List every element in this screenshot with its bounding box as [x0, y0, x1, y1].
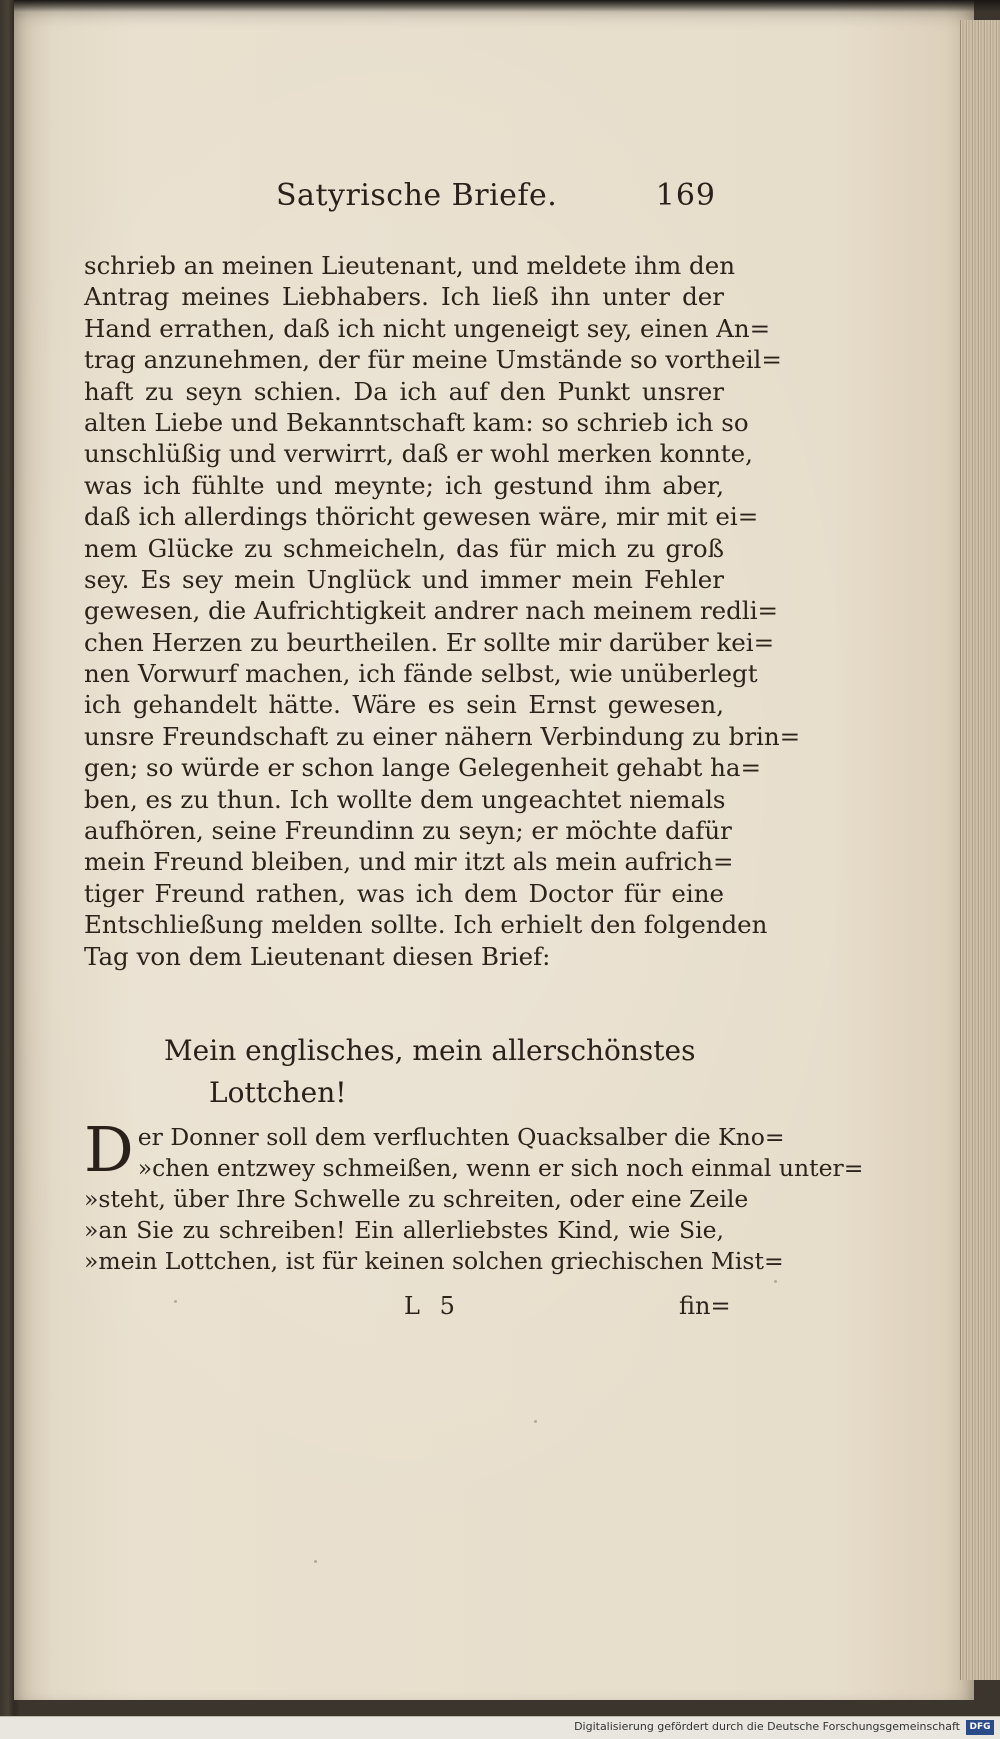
- text-line: Antrag meines Liebhabers. Ich ließ ihn unter der: [84, 282, 724, 312]
- running-title: Satyrische Briefe.: [276, 178, 558, 213]
- text-line: nen Vorwurf machen, ich fände selbst, wie unüberlegt: [84, 659, 758, 689]
- salutation-line: Mein englisches, mein allerschönstes: [164, 1034, 696, 1067]
- text-line: gewesen, die Aufrichtigkeit andrer nach meinem redli=: [84, 596, 779, 626]
- paper-speck: [174, 1300, 177, 1303]
- text-line: gen; so würde er schon lange Gelegenheit gehabt ha=: [84, 753, 762, 783]
- paper-page: [14, 0, 974, 1700]
- body-text: [84, 250, 801, 972]
- text-line: chen Herzen zu beurtheilen. Er sollte mir darüber kei=: [84, 627, 775, 657]
- page-header: [276, 178, 716, 222]
- text-line: alten Liebe und Bekanntschaft kam: so schrieb ich so: [84, 407, 749, 437]
- salutation-line: Lottchen!: [209, 1076, 347, 1109]
- text-line: Tag von dem Lieutenant diesen Brief:: [84, 941, 551, 971]
- letter-line: »mein Lottchen, ist für keinen solchen griechischen Mist=: [84, 1247, 784, 1275]
- letter-line: »chen entzwey schmeißen, wenn er sich noch einmal unter=: [137, 1154, 864, 1182]
- text-line: schrieb an meinen Lieutenant, und meldete ihm den: [84, 251, 735, 280]
- page-stack-edges: [960, 20, 1000, 1680]
- drop-cap: D: [84, 1113, 134, 1186]
- signature-mark: L 5: [404, 1292, 461, 1320]
- text-line: nem Glücke zu schmeicheln, das für mich zu groß: [84, 533, 724, 563]
- text-line: mein Freund bleiben, und mir itzt als mein aufrich=: [84, 847, 734, 877]
- footer-credit: Digitalisierung gefördert durch die Deutsche Forschungsgemeinschaft: [574, 1720, 960, 1733]
- catchword: fin=: [679, 1292, 731, 1320]
- text-line: aufhören, seine Freundinn zu seyn; er möchte dafür: [84, 816, 732, 846]
- dfg-logo: DFG: [966, 1720, 994, 1735]
- page-top-shadow: [14, 0, 1000, 12]
- text-line: tiger Freund rathen, was ich dem Doctor für eine: [84, 878, 724, 908]
- footer-bar: [0, 1716, 1000, 1739]
- paper-speck: [534, 1420, 537, 1423]
- text-line: was ich fühlte und meynte; ich gestund ihm aber,: [84, 470, 724, 500]
- letter-salutation: [164, 1030, 724, 1114]
- text-line: Entschließung melden sollte. Ich erhielt den folgenden: [84, 910, 768, 940]
- text-line: daß ich allerdings thöricht gewesen wäre, mir mit ei=: [84, 502, 759, 532]
- text-line: ben, es zu thun. Ich wollte dem ungeachtet niemals: [84, 784, 726, 814]
- letter-line: »steht, über Ihre Schwelle zu schreiten, oder eine Zeile: [84, 1185, 749, 1213]
- text-line: haft zu seyn schien. Da ich auf den Punkt unsrer: [84, 376, 724, 406]
- text-line: Hand errathen, daß ich nicht ungeneigt sey, einen An=: [84, 313, 771, 343]
- letter-line: »an Sie zu schreiben! Ein allerliebstes Kind, wie Sie,: [84, 1216, 724, 1244]
- paper-speck: [774, 1280, 777, 1283]
- text-line: ich gehandelt hätte. Wäre es sein Ernst gewesen,: [84, 690, 724, 720]
- text-line: unsre Freundschaft zu einer nähern Verbindung zu brin=: [84, 721, 801, 751]
- text-line: trag anzunehmen, der für meine Umstände so vortheil=: [84, 345, 782, 375]
- letter-text: [84, 1113, 864, 1277]
- text-line: unschlüßig und verwirrt, daß er wohl merken konnte,: [84, 439, 753, 469]
- letter-line: er Donner soll dem verfluchten Quacksalber die Kno=: [137, 1123, 785, 1151]
- paper-speck: [314, 1560, 317, 1563]
- page-number: 169: [655, 178, 716, 213]
- text-line: sey. Es sey mein Unglück und immer mein Fehler: [84, 564, 724, 594]
